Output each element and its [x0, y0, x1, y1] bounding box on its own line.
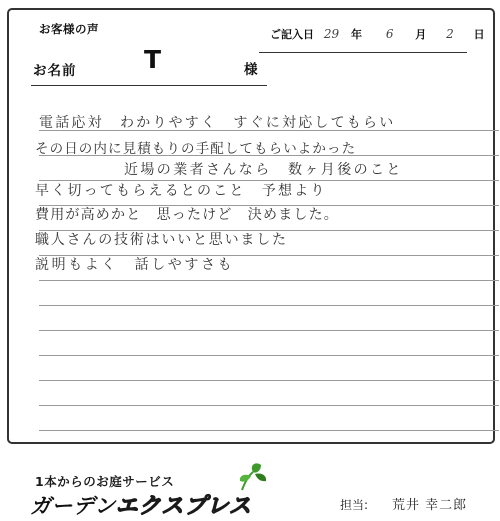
- ruled-line: [39, 380, 499, 381]
- staff-label: 担当:: [340, 498, 369, 512]
- date-month-unit: 月: [415, 28, 427, 41]
- comment-line: 費用が高めかと 思ったけど 決めました。: [35, 207, 339, 223]
- name-underline: [31, 85, 267, 86]
- comment-line: 職人さんの技術はいいと思いました: [35, 232, 288, 248]
- entry-date: [270, 26, 485, 42]
- voice-label: お客様の声: [39, 22, 99, 36]
- name-suffix: 様: [244, 62, 258, 78]
- date-month-value: 6: [385, 27, 394, 41]
- staff-name: 荒井 幸二郎: [392, 498, 468, 513]
- date-year-unit: 年: [350, 28, 362, 41]
- leaf-icon: [236, 462, 270, 492]
- ruled-line: [39, 280, 499, 281]
- ruled-line: [39, 355, 499, 356]
- date-underline: [259, 52, 467, 53]
- customer-name: T: [144, 45, 162, 74]
- comment-line: 説明もよく 話しやすさも: [35, 257, 235, 273]
- ruled-line: [39, 305, 499, 306]
- comment-line: 早く切ってもらえるとのこと 予想より: [35, 183, 327, 199]
- ruled-line: [39, 330, 499, 331]
- voice-form: [7, 8, 495, 444]
- brand-main: ガーデン: [30, 494, 116, 518]
- comment-line: その日の内に見積もりの手配してもらいよかった: [35, 141, 357, 157]
- date-day-value: 2: [446, 27, 454, 41]
- ruled-line: [39, 405, 499, 406]
- name-label: お名前: [33, 63, 77, 79]
- brand-tagline: 1本からのお庭サービス: [35, 474, 175, 489]
- brand-logo: [30, 489, 252, 520]
- date-prefix: ご記入日: [270, 28, 314, 41]
- brand-accent: エクスプレス: [115, 494, 252, 519]
- comment-line: 電話応対 わかりやすく すぐに対応してもらい: [39, 115, 396, 131]
- date-year-value: 29: [323, 27, 340, 41]
- comment-line: 近場の業者さんなら 数ヶ月後のこと: [124, 162, 403, 178]
- date-day-unit: 日: [473, 28, 485, 41]
- ruled-line: [39, 430, 499, 431]
